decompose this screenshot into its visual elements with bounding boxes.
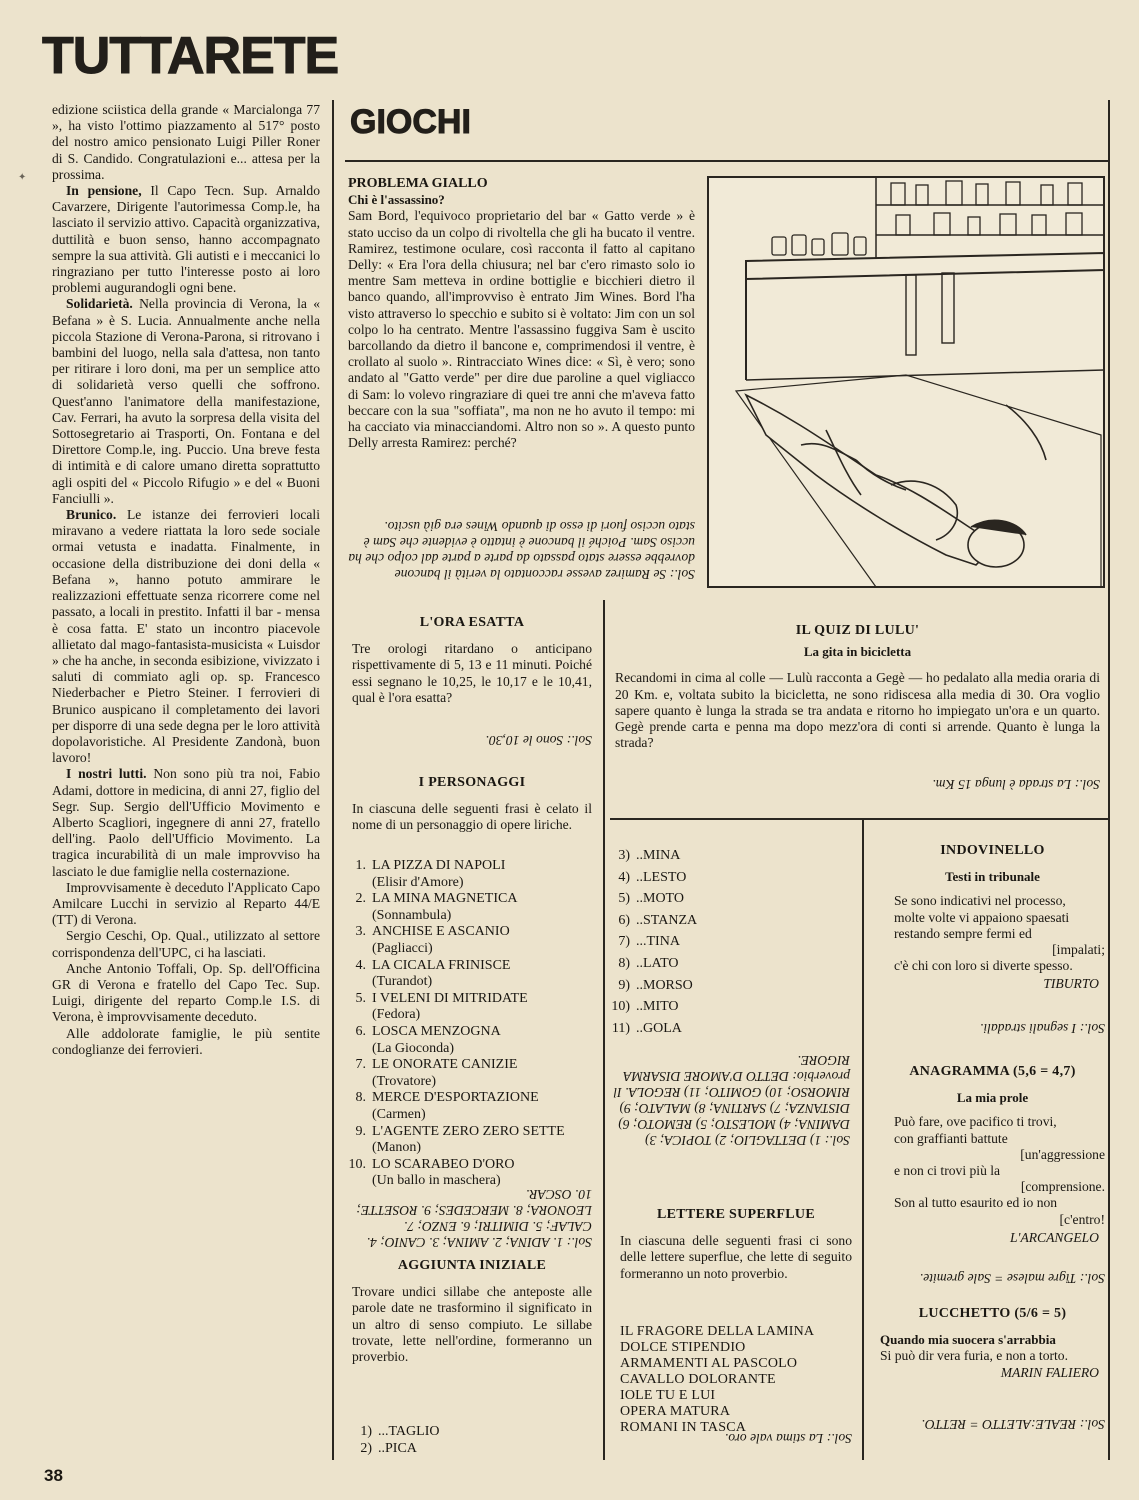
list-item [344, 1057, 594, 1074]
item-number: 3) [618, 848, 630, 863]
paragraph: Improvvisamente è deceduto l'Applicato Capo Amilcare Lucchi in servizio al Reparto 44/E (TT) di Verona. [52, 879, 320, 928]
list-item [344, 1124, 594, 1141]
item-number: 9) [618, 977, 630, 993]
item-text: ..STANZA [636, 912, 698, 928]
lettere-block [620, 1207, 852, 1282]
item-text: ..GOLA [636, 1020, 682, 1036]
item-text: ..MITO [636, 999, 679, 1015]
aggiunta-list-a [350, 1424, 500, 1457]
lucchetto-solution: Sol.: REALE:ALETTO = RETTO. [921, 1417, 1105, 1432]
list-item [608, 845, 758, 867]
inner-column-rule [603, 600, 605, 1460]
indovinello-lines [880, 893, 1105, 974]
item-text: LO SCARABEO D'ORO [372, 1156, 515, 1172]
indovinello-title: INDOVINELLO [940, 843, 1045, 858]
giochi-rule [345, 160, 1108, 162]
item-opera: (Fedora) [372, 1007, 421, 1023]
paragraph: edizione sciistica della grande « Marcialonga 77 », ha visto l'ottimo piazzamento al 517° posto del nostro amico pensionato Luigi Piller Roner di S. Candido. Congratulazioni e... attesa per la prossima. [52, 102, 320, 182]
item-text: LA PIZZA DI NAPOLI [372, 858, 506, 873]
column-rule-right [1108, 100, 1110, 1460]
bar-illustration [706, 175, 1106, 589]
masthead-title: TUTTARETE [42, 27, 339, 85]
item-text: I VELENI DI MITRIDATE [372, 990, 528, 1006]
item-text: ..LATO [636, 955, 679, 971]
personaggi-solution: Sol.: 1. ADINA; 2. AMINA; 3. CANIO; 4. CALAF; 5. DIMITRI; 6. ENZO; 7. LEONORA; 8. MERCEDES; 9. ROSETTE; 10. OSCAR. [356, 1187, 592, 1250]
margin-mark: ✦ [18, 172, 27, 183]
item-opera: (Turandot) [372, 974, 433, 990]
item-number: 11) [611, 1020, 630, 1036]
poem-line: Son al tutto esaurito ed io non [894, 1195, 1058, 1211]
item-text: LA CICALA FRINISCE [372, 957, 511, 973]
giallo-subtitle: Chi è l'assassino? [348, 192, 445, 208]
anagramma-subtitle: La mia prole [956, 1090, 1029, 1106]
item-opera: (La Gioconda) [372, 1040, 455, 1056]
column-rule [332, 100, 334, 1460]
list-item [344, 891, 594, 908]
item-number: 5. [355, 990, 366, 1006]
rule [610, 818, 1108, 820]
list-item [344, 1090, 594, 1107]
paragraph: I nostri lutti. Non sono più tra noi, Fabio Adami, dottore in medicina, di anni 27, figlio del Segr. Sup. Sergio dell'Ufficio Movimento e Alberto Scagliori, ingegnere di anni 27, fratello dell'ing. Paolo dell'Ufficio Movimento. La tragica incurabilità di un male improvviso ha lasciato le due famiglie nella costernazione. [52, 766, 320, 879]
list-item [344, 858, 594, 875]
item-text: LE ONORATE CANIZIE [372, 1057, 518, 1073]
item-text: ...TINA [636, 934, 680, 950]
item-number: 6. [355, 1023, 366, 1039]
item-text: LOSCA MENZOGNA [372, 1023, 501, 1039]
quiz-lulu-body: Recandomi in cima al colle — Lulù racconta a Gegè — ho pedalato alla media oraria di 20 Km. e, voltata subito la bicicletta, ne sono ridiscesa alla media di 30. Ora voglio sapere quanto è lunga la strada se tra andata e ritorno ho impiegato un'ora e un quarto. Gegè prende carta e penna ma dopo mezz'ora di conti si arrende. Quanto è lunga la strada? [615, 670, 1100, 751]
personaggi-body: In ciascuna delle seguenti frasi è celato il nome di un personaggio di opere liriche. [352, 801, 592, 833]
section-title: GIOCHI [350, 103, 471, 141]
poem-line: molte volte vi appaiono spaesati [894, 909, 1070, 925]
lucchetto-subtitle: Quando mia suocera s'arrabbia [880, 1332, 1056, 1348]
quiz-lulu-subtitle: La gita in bicicletta [803, 644, 912, 660]
anagramma-title: ANAGRAMMA (5,6 = 4,7) [909, 1064, 1076, 1079]
lettere-solution: Sol.: La stima vale oro. [724, 1431, 852, 1446]
list-item: CAVALLO DOLORANTE [620, 1372, 776, 1387]
list-item [344, 958, 594, 975]
list-item [344, 924, 594, 941]
item-number: 6) [618, 912, 630, 928]
item-number: 5) [618, 891, 630, 907]
poem-line: e non ci trovi più la [894, 1163, 1001, 1179]
aggiunta-title: AGGIUNTA INIZIALE [397, 1258, 547, 1273]
lettere-title: LETTERE SUPERFLUE [657, 1207, 815, 1222]
poem-line: Se sono indicativi nel processo, [894, 893, 1066, 909]
poem-line: [c'entro! [1059, 1211, 1105, 1227]
lettere-list [620, 1324, 860, 1436]
indovinello-subtitle: Testi in tribunale [945, 869, 1040, 885]
anagramma-lines [880, 1114, 1105, 1227]
paragraph-lead: In pensione, [66, 183, 142, 199]
giallo-solution: Sol.: Se Ramirez avesse raccontato la verità il bancone dovrebbe essere stato passato da parte a parte dal colpo che ha ucciso Sam. Poiché il bancone è intatto è evidente che Sam è stato ucciso fuori di esso di quando Wines era già uscito. [348, 519, 695, 582]
quiz-lulu-solution: Sol.: La strada è lunga 15 Km. [932, 777, 1100, 792]
list-item: OPERA MATURA [620, 1404, 731, 1419]
poem-line: con graffianti battute [894, 1130, 1008, 1146]
paragraph: Sergio Ceschi, Op. Qual., utilizzato al settore corrispondenza dell'UPC, ci ha lasciati. [52, 928, 320, 960]
paragraph-lead: Brunico. [66, 507, 117, 523]
item-opera: (Un ballo in maschera) [372, 1173, 501, 1189]
list-item: ARMAMENTI AL PASCOLO [620, 1356, 798, 1371]
list-item [608, 975, 758, 997]
aggiunta-list-b [608, 845, 758, 1039]
paragraph-lead: I nostri lutti. [66, 766, 147, 782]
poem-line: c'è chi con loro si diverte spesso. [894, 958, 1073, 974]
quiz-lulu-title: IL QUIZ DI LULU' [795, 623, 920, 638]
lettere-body: In ciascuna delle seguenti frasi ci sono delle lettere superflue, che lette di seguito formeranno un noto proverbio. [620, 1233, 852, 1281]
item-text: ANCHISE E ASCANIO [372, 924, 510, 940]
giallo-body: Sam Bord, l'equivoco proprietario del bar « Gatto verde » è stato ucciso da un colpo di rivoltella che gli ha bucato il ventre. Ramirez, testimone oculare, così racconta il fatto al capitano Delly: « Era l'ora della chiusura; nel bar c'ero rimasto solo io mentre Sam metteva in ordine bottiglie e bicchieri dietro il banco quando, all'improvviso è entrato Jim Wines. Bord l'ha visto attraverso lo specchio e subito si è voltato: Jim con un sol colpo lo ha centrato. Mentre l'assassino fuggiva Sam è uscito barcollando da dietro il bancone e, comprimendosi il ventre, è crollato al suolo ». Rintracciato Wines dice: « Sì, è vero; sono andato al "Gatto verde" per dire due paroline a quel vigliacco di Sam: lo volevo ringraziare di quei tre anni che m'aveva fatto beccare con la sua "soffiata", ma non ne ho avuto il tempo: mi ha cacciato via minacciandomi. Altro non so ». A questo punto Delly arresta Ramirez: perché? [348, 208, 695, 451]
anagramma-author: L'ARCANGELO [1009, 1229, 1099, 1245]
paragraph: Solidarietà. Nella provincia di Verona, la « Befana » è S. Lucia. Annualmente anche nella piccola Stazione di Verona-Parona, si ritrovano i bambini del luogo, nella sala d'attesa, non tanto per ritirare i loro doni, ma per un semplice atto di solidarietà verso quelli che soffrono. Quest'anno l'animatore della manifestazione, Cav. Ferrari, ha avuto la sorpresa della visita del Sottosegretario ai Trasporti, On. Fontana e del Direttore Comp.le, ing. Puccio. Una breve festa di intimità e di calore umano diretta soprattutto agli ospiti del « Piccolo Rifugio » e del « Buoni Fanciulli ». [52, 296, 320, 506]
poem-line: [un'aggressione [1020, 1146, 1105, 1162]
item-number: 3. [355, 924, 366, 940]
personaggi-block [352, 775, 592, 834]
item-opera: (Elisir d'Amore) [372, 874, 464, 890]
item-number: 4. [355, 957, 366, 973]
list-item [608, 1018, 758, 1040]
paragraph: Anche Antonio Toffali, Op. Sp. dell'Officina GR di Verona e fratello del Capo Tec. Sup. Luigi, dirigente del reparto Comp.le I.S. di Verona, è improvvisamente deceduto. [52, 960, 320, 1025]
ora-esatta-title: L'ORA ESATTA [419, 615, 525, 630]
aggiunta-solution: Sol.: 1) DETTAGLIO; 2) TOPICA; 3) DAMINA; 4) MOLESTO; 5) REMOTO; 6) DISTANZA; 7) SARTINA; 8) MALATO; 9) RIMORSO; 10) GOMITO; 11) REGOLA. Il proverbio: DETTO D'AMORE DISARMA RIGORE. [613, 1053, 850, 1148]
item-number: 9. [355, 1123, 366, 1139]
list-item: IL FRAGORE DELLA LAMINA [620, 1324, 815, 1339]
item-number: 10) [611, 999, 630, 1015]
list-item [608, 910, 758, 932]
list-item [344, 1157, 594, 1174]
lucchetto-block [880, 1306, 1105, 1381]
item-number: 4) [618, 869, 630, 885]
list-item [608, 888, 758, 910]
item-opera: (Trovatore) [372, 1073, 437, 1089]
poem-line: Può fare, ove pacifico ti trovi, [894, 1114, 1057, 1130]
lucchetto-line: Si può dir vera furia, e non a torto. [880, 1348, 1068, 1364]
ora-esatta-block [352, 615, 592, 706]
item-opera: (Sonnambula) [372, 907, 452, 923]
list-item [344, 1024, 594, 1041]
list-item [608, 867, 758, 889]
personaggi-list [344, 858, 594, 1190]
quiz-lulu-block [615, 623, 1100, 751]
item-opera: (Manon) [372, 1140, 421, 1156]
item-number: 10. [348, 1156, 366, 1172]
list-item [350, 1441, 500, 1458]
list-item [608, 953, 758, 975]
item-text: ...TAGLIO [378, 1424, 440, 1439]
paragraph-lead: Solidarietà. [66, 296, 133, 312]
anagramma-solution: Sol.: Tigre malese = Sale gremite. [919, 1271, 1105, 1286]
giallo-title: PROBLEMA GIALLO [348, 176, 488, 191]
list-item [608, 996, 758, 1018]
indovinello-author: TIBURTO [1043, 976, 1099, 992]
page-number: 38 [44, 1466, 63, 1485]
indovinello-block [880, 843, 1105, 993]
item-text: ..PICA [378, 1440, 417, 1456]
poem-line: restando sempre fermi ed [894, 925, 1032, 941]
item-number: 1. [355, 858, 366, 873]
list-item [350, 1424, 500, 1441]
ora-esatta-body: Tre orologi ritardano o anticipano rispettivamente di 5, 13 e 11 minuti. Poiché essi segnano le 10,25, le 10,17 e le 10,41, qual è l'ora esatta? [352, 641, 592, 705]
item-text: ..MOTO [636, 891, 684, 907]
inner-column-rule-2 [862, 820, 864, 1460]
item-number: 2. [355, 891, 366, 907]
aggiunta-block [352, 1258, 592, 1365]
item-number: 2) [360, 1440, 372, 1456]
list-item [608, 931, 758, 953]
left-column-text [52, 102, 320, 1058]
lucchetto-title: LUCCHETTO (5/6 = 5) [918, 1306, 1067, 1321]
item-text: LA MINA MAGNETICA [372, 891, 518, 907]
item-text: ..MINA [636, 848, 681, 863]
giallo-block [348, 176, 695, 451]
anagramma-block [880, 1064, 1105, 1246]
ora-esatta-solution: Sol.: Sono le 10,30. [485, 733, 592, 748]
paragraph: In pensione, Il Capo Tecn. Sup. Arnaldo Cavarzere, Dirigente l'autorimessa Comp.le, ha lasciato il servizio attivo. Capacità organizzativa, duttilità e buon senso, hanno accompagnato sempre la sua attività. Gli autisti e i meccanici lo ringraziano per tutto l'interesse posto ai loro problemi augurandogli ogni bene. [52, 183, 320, 296]
item-number: 1) [360, 1424, 372, 1439]
personaggi-title: I PERSONAGGI [418, 775, 526, 790]
item-text: ..LESTO [636, 869, 687, 885]
item-text: ..MORSO [636, 977, 693, 993]
poem-line: [comprensione. [1020, 1179, 1105, 1195]
item-opera: (Pagliacci) [372, 940, 433, 956]
list-item: IOLE TU E LUI [620, 1388, 716, 1403]
poem-line: [impalati; [1052, 942, 1105, 958]
paragraph: Brunico. Le istanze dei ferrovieri locali miravano a vedere riattata la loro sede sociale ormai vetusta e inadatta. Finalmente, in occasione della distribuzione dei doni della « Befana », hanno potuto ammirare le realizzazioni effettuate senza ricorrere come nel passato, a locali in prestito. Infatti il bar - mensa è cosa fatta. E' stato un incontro piacevole allietato dal mago-fantasista-musicista « Luisdor » che ha anche, in seconda esibizione, vivizzato i saluti di commiato agli op. sp. Francesco Niederbacher e Pietro Steiner. I ferrovieri di Brunico auspicano il completamento dei lavori per disporre di una sede degna per le loro attività dopolavoristiche. Al Presidente Zandonà, buon lavoro! [52, 507, 320, 766]
item-number: 7) [618, 934, 630, 950]
item-text: MERCE D'ESPORTAZIONE [372, 1090, 539, 1106]
list-item [344, 991, 594, 1008]
indovinello-solution: Sol.: I segnali stradali. [980, 1021, 1105, 1036]
item-number: 8) [618, 955, 630, 971]
item-number: 7. [355, 1057, 366, 1073]
lucchetto-author: MARIN FALIERO [1000, 1364, 1099, 1380]
aggiunta-body: Trovare undici sillabe che anteposte alle parole date ne trasformino il significato in un altro di senso compiuto. Le sillabe trovate, lette nell'ordine, formeranno un proverbio. [352, 1284, 592, 1365]
item-text: L'AGENTE ZERO ZERO SETTE [372, 1123, 565, 1139]
list-item: DOLCE STIPENDIO [620, 1340, 746, 1355]
item-opera: (Carmen) [372, 1106, 426, 1122]
item-number: 8. [355, 1090, 366, 1106]
list-item: ROMANI IN TASCA [620, 1420, 747, 1435]
paragraph: Alle addolorate famiglie, le più sentite condoglianze dei ferrovieri. [52, 1025, 320, 1057]
